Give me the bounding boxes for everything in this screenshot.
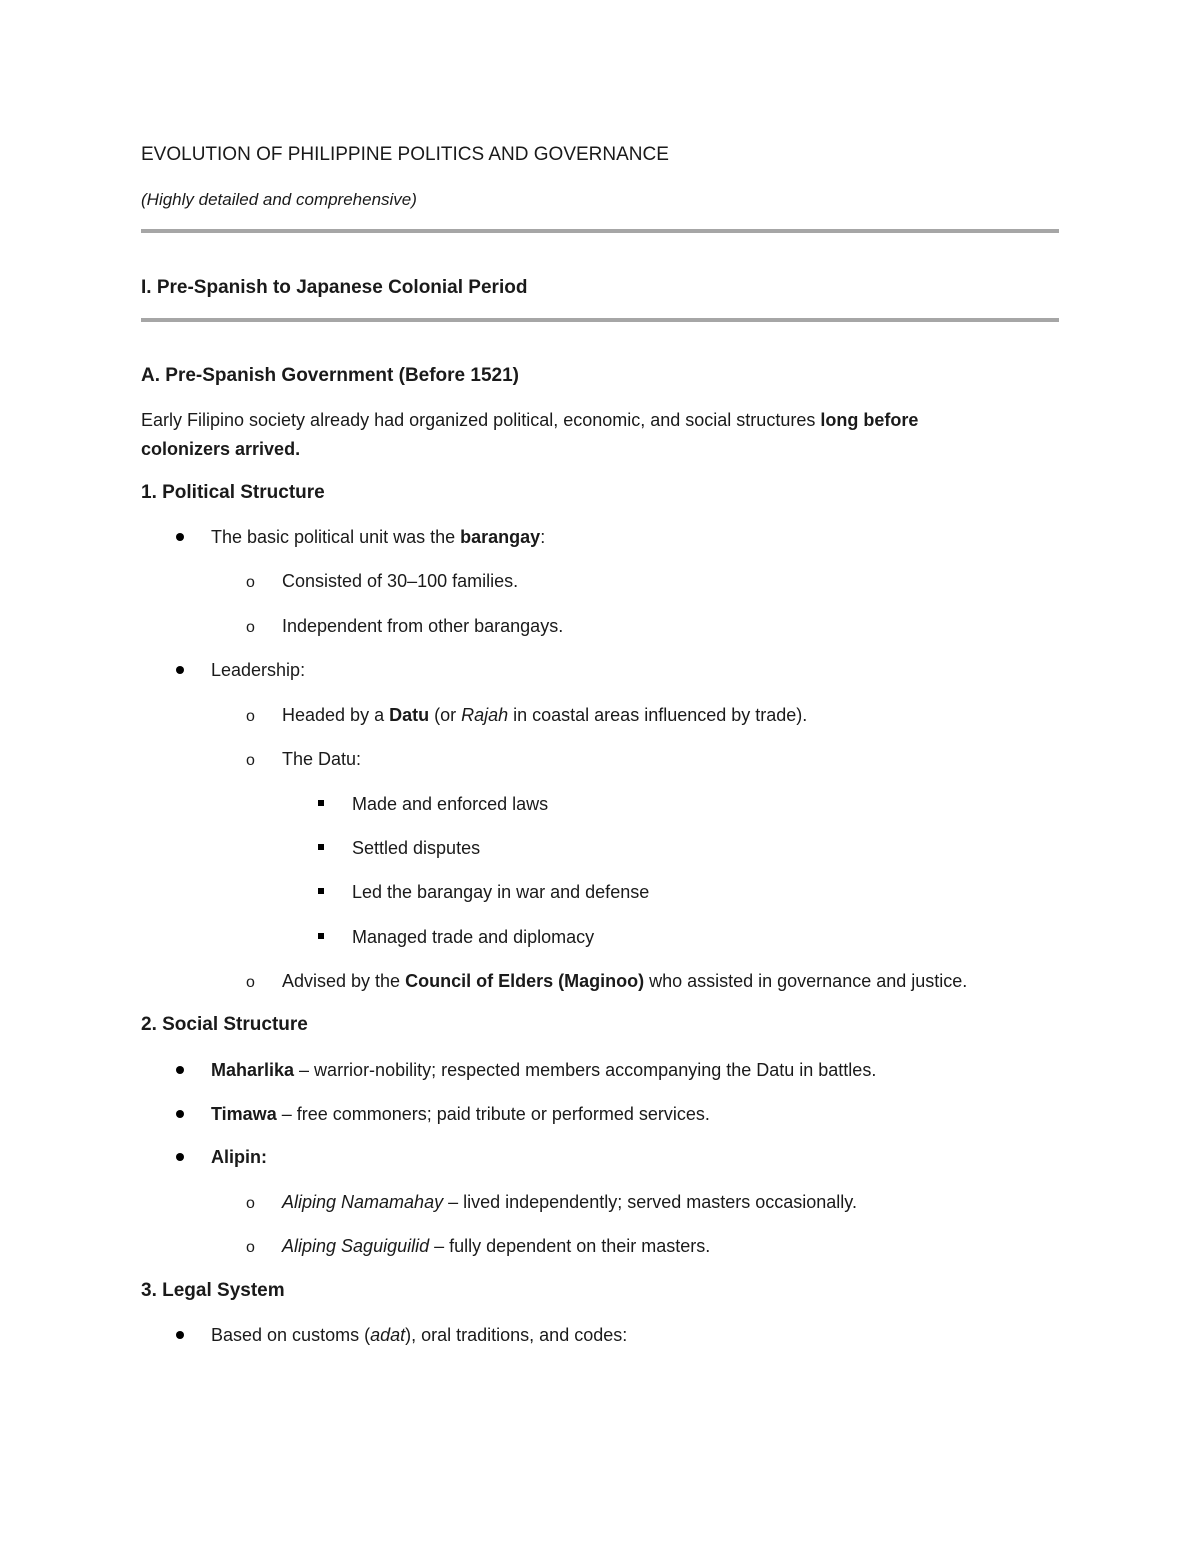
list-item: Independent from other barangays.	[282, 616, 564, 636]
list-item: Leadership:	[211, 660, 306, 680]
intro-text: Early Filipino society already had organized political, economic, and social structures	[141, 410, 821, 430]
list-item: Consisted of 30–100 families.	[282, 571, 519, 591]
term-timawa: Timawa	[211, 1104, 277, 1124]
list-item-text: who assisted in governance and justice.	[644, 971, 968, 991]
term-adat: adat	[370, 1325, 406, 1345]
square-bullet-icon	[318, 844, 324, 850]
list-item-text: in coastal areas influenced by trade).	[508, 705, 808, 725]
list-item	[282, 1234, 710, 1258]
bullet-icon	[176, 533, 184, 541]
term-saguiguilid: Aliping Saguiguilid	[282, 1236, 430, 1256]
square-bullet-icon	[318, 800, 324, 806]
circle-bullet-icon: o	[246, 752, 255, 769]
intro-paragraph-line-1	[141, 408, 918, 432]
list-item-end: :	[540, 527, 546, 547]
list-item-text: ), oral traditions, and codes:	[405, 1325, 628, 1345]
circle-bullet-icon: o	[246, 619, 255, 636]
circle-bullet-icon: o	[246, 574, 255, 591]
bullet-icon	[176, 666, 184, 674]
square-bullet-icon	[318, 933, 324, 939]
subsection-heading: 3. Legal System	[141, 1280, 285, 1301]
circle-bullet-icon: o	[246, 1239, 255, 1256]
square-bullet-icon	[318, 888, 324, 894]
list-item: Settled disputes	[352, 838, 481, 858]
intro-end: .	[295, 439, 301, 459]
list-item-text: – free commoners; paid tribute or performed services.	[276, 1104, 710, 1124]
term-council: Council of Elders (Maginoo)	[405, 971, 645, 991]
intro-emphasis: colonizers arrived	[141, 439, 296, 459]
bullet-icon	[176, 1331, 184, 1339]
list-item: Alipin:	[211, 1147, 267, 1167]
list-item-text: Headed by a	[282, 705, 390, 725]
horizontal-rule	[141, 229, 1059, 233]
list-item-text: The basic political unit was the	[211, 527, 461, 547]
part-heading: I. Pre-Spanish to Japanese Colonial Period	[141, 277, 528, 298]
list-item	[211, 525, 545, 549]
list-item: The Datu:	[282, 749, 362, 769]
bullet-icon	[176, 1110, 184, 1118]
list-item	[211, 1058, 876, 1082]
term-barangay: barangay	[460, 527, 541, 547]
list-item-text: Advised by the	[282, 971, 406, 991]
list-item	[211, 1102, 710, 1126]
subsection-heading: 2. Social Structure	[141, 1014, 308, 1035]
list-item-text: – fully dependent on their masters.	[429, 1236, 711, 1256]
intro-emphasis: long before	[820, 410, 919, 430]
term-namamahay: Aliping Namamahay	[282, 1192, 444, 1212]
list-item: Led the barangay in war and defense	[352, 882, 650, 902]
list-item	[282, 1190, 857, 1214]
term-datu: Datu	[389, 705, 430, 725]
document-title: EVOLUTION OF PHILIPPINE POLITICS AND GOVERNANCE	[141, 144, 669, 165]
list-item-text: – warrior-nobility; respected members accompanying the Datu in battles.	[294, 1060, 877, 1080]
list-item: Managed trade and diplomacy	[352, 927, 595, 947]
list-item	[282, 969, 967, 993]
list-item	[211, 1323, 627, 1347]
list-item: Made and enforced laws	[352, 794, 549, 814]
subsection-heading: 1. Political Structure	[141, 482, 325, 503]
circle-bullet-icon: o	[246, 1195, 255, 1212]
list-item-text: Based on customs (	[211, 1325, 371, 1345]
bullet-icon	[176, 1153, 184, 1161]
term-maharlika: Maharlika	[211, 1060, 295, 1080]
horizontal-rule	[141, 318, 1059, 322]
document-subtitle: (Highly detailed and comprehensive)	[141, 190, 417, 209]
circle-bullet-icon: o	[246, 708, 255, 725]
list-item-text: – lived independently; served masters occasionally.	[443, 1192, 857, 1212]
list-item-text: (or	[429, 705, 462, 725]
term-rajah: Rajah	[461, 705, 509, 725]
bullet-icon	[176, 1066, 184, 1074]
section-heading: A. Pre-Spanish Government (Before 1521)	[141, 365, 519, 386]
list-item	[282, 703, 807, 727]
circle-bullet-icon: o	[246, 974, 255, 991]
intro-paragraph-line-2	[141, 437, 300, 461]
